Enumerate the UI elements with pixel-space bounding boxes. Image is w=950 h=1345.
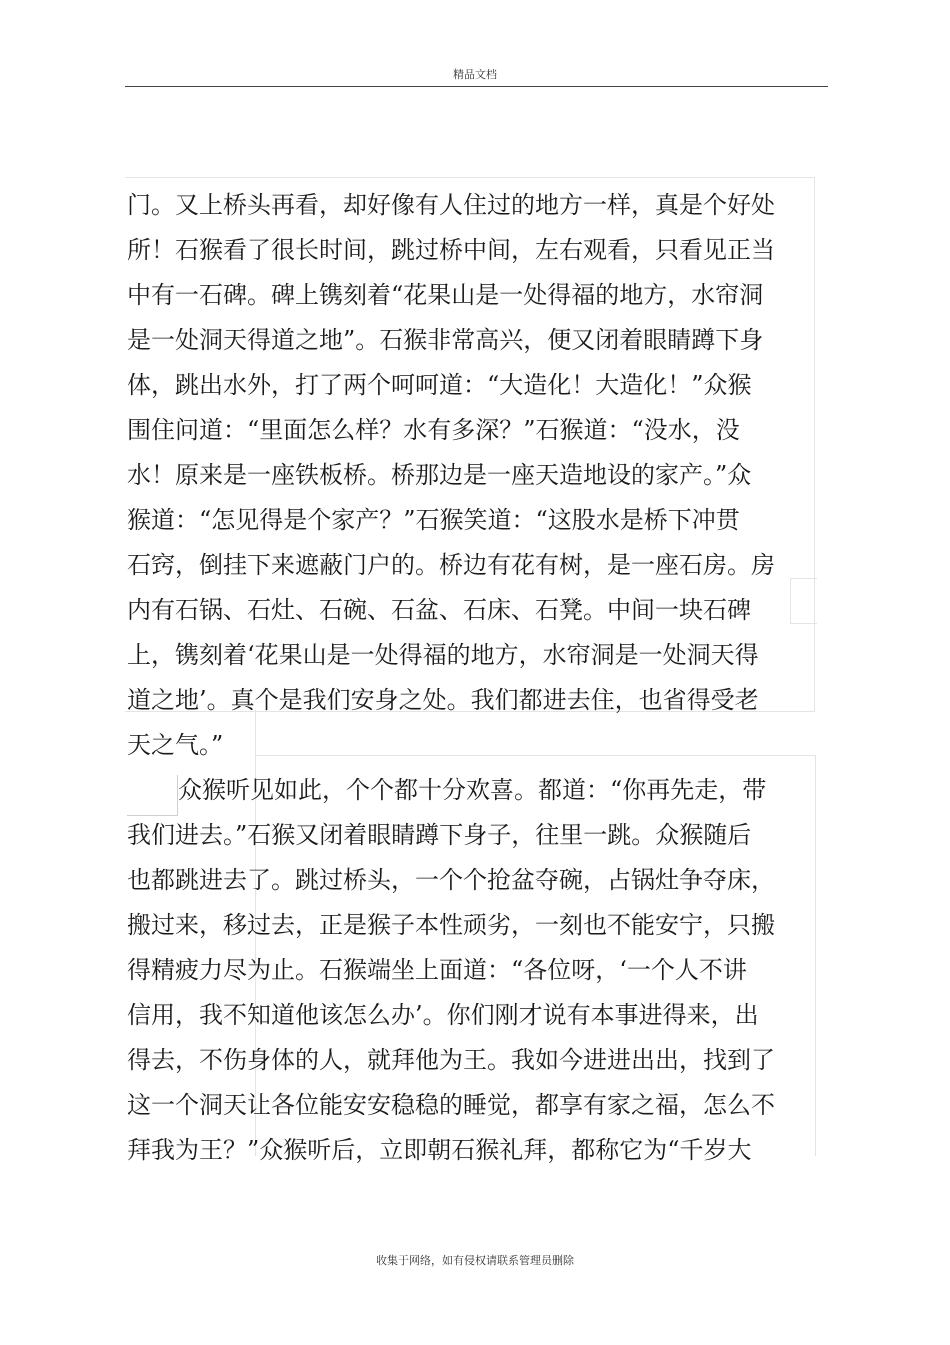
article-body bbox=[127, 183, 775, 1173]
text-line: 体，跳出水外，打了两个呵呵道：“大造化！大造化！”众猴 bbox=[127, 371, 752, 399]
text-line: 水！原来是一座铁板桥。桥那边是一座天造地设的家产。”众 bbox=[127, 461, 752, 489]
text-line: 这一个洞天让各位能安安稳稳的睡觉，都享有家之福，怎么不 bbox=[127, 1091, 775, 1119]
text-line: 得精疲力尽为止。石猴端坐上面道：“各位呀，‘一个人不讲 bbox=[127, 956, 747, 984]
text-line: 中有一石碑。碑上镌刻着“花果山是一处得福的地方，水帘洞 bbox=[127, 281, 764, 309]
paragraph-start-line bbox=[127, 768, 767, 813]
text-line: 门。又上桥头再看，却好像有人住过的地方一样，真是个好处 bbox=[127, 191, 775, 219]
text-line: 搬过来，移过去，正是猴子本性顽劣，一刻也不能安宁，只搬 bbox=[127, 911, 775, 939]
text-line: 天之气。” bbox=[127, 731, 224, 759]
text-line: 众猴听见如此，个个都十分欢喜。都道：“你再先走，带 bbox=[178, 776, 767, 804]
header-divider bbox=[125, 86, 828, 87]
text-line: 我们进去。”石猴又闭着眼睛蹲下身子，往里一跳。众猴随后 bbox=[127, 821, 752, 849]
text-line: 石窍，倒挂下来遮蔽门户的。桥边有花有树，是一座石房。房 bbox=[127, 551, 775, 579]
text-line: 道之地’。真个是我们安身之处。我们都进去住，也省得受老 bbox=[127, 686, 759, 714]
text-line: 内有石锅、石灶、石碗、石盆、石床、石凳。中间一块石碑 bbox=[127, 596, 751, 624]
text-frame-notch bbox=[790, 578, 817, 624]
text-line: 是一处洞天得道之地”。石猴非常高兴，便又闭着眼睛蹲下身 bbox=[127, 326, 764, 354]
text-line: 猴道：“怎见得是个家产？”石猴笑道：“这股水是桥下冲贯 bbox=[127, 506, 740, 534]
text-line: 信用，我不知道他该怎么办’。你们刚才说有本事进得来，出 bbox=[127, 1001, 759, 1029]
text-line: 拜我为王？”众猴听后，立即朝石猴礼拜，都称它为“千岁大 bbox=[127, 1136, 752, 1164]
page-header: 精品文档 bbox=[453, 68, 497, 81]
page-footer: 收集于网络，如有侵权请联系管理员删除 bbox=[376, 1254, 574, 1267]
text-line: 得去，不伤身体的人，就拜他为王。我如今进进出出，找到了 bbox=[127, 1046, 775, 1074]
text-line: 所！石猴看了很长时间，跳过桥中间，左右观看，只看见正当 bbox=[127, 236, 775, 264]
paragraph-indent bbox=[127, 775, 178, 816]
text-line: 围住问道：“里面怎么样？水有多深？”石猴道：“没水，没 bbox=[127, 416, 740, 444]
text-line: 也都跳进去了。跳过桥头，一个个抢盆夺碗，占锅灶争夺床， bbox=[127, 866, 775, 894]
text-line: 上，镌刻着‘花果山是一处得福的地方，水帘洞是一处洞天得 bbox=[127, 641, 759, 669]
